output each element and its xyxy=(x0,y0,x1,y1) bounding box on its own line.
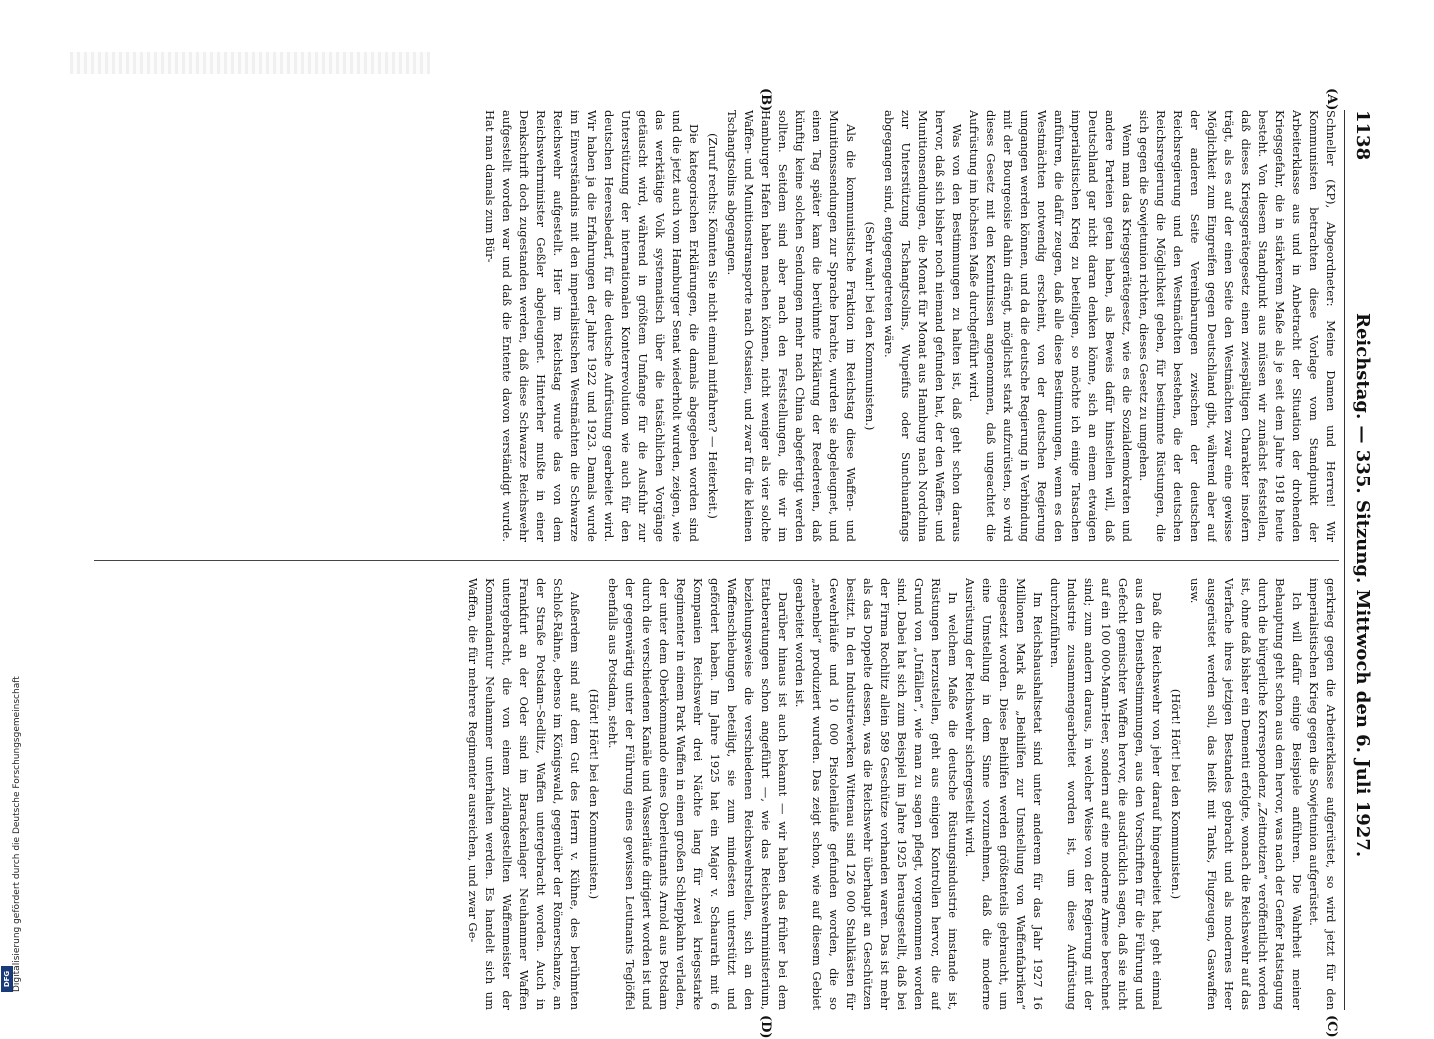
paragraph: gerkrieg gegen die Arbeiterklasse aufgerüstet, so wird jetzt für den imperialistischen Krieg gegen die Sowjetunion aufgerüstet. xyxy=(1307,578,1338,1010)
margin-marker-b: (B) xyxy=(758,88,773,112)
page-header xyxy=(1347,110,1373,1010)
interjection: (Hört! Hört! bei den Kommunisten.) xyxy=(1169,688,1183,900)
page-title: Reichstag. — 335. Sitzung. Mittwoch den 6. Juli 1927. xyxy=(1352,312,1373,858)
paragraph: Darüber hinaus ist auch bekannt — wir haben das früher bei dem Etatberatungen schon angeführt —, wie das Reichswehrministerium, beziehungsweise die verschiedenen Reichswehrstellen, sich an den Waffenschiebungen beteiligt, sie zum mindesten unterstützt und gefördert haben. Im Jahre 1925 hat ein Major v. Schaurath mit 6 Kompanien Reichswehr drei Nächte lang für zwei kriegsstarke Regimenter in einem Park Waffen in einen großen Schleppkahn verladen, der unter dem Oberkommando eines Oberleutnants Arnold aus Potsdam durch die verschiedenen Kanäle und Wasserläufe dirigiert worden ist und der gegenwärtig unter der Führung eines gewissen Leutnants Teglöffel ebenfalls aus Potsdam, steht. xyxy=(606,578,790,1010)
paragraph: Schneller (KP), Abgeordneter: Meine Damen und Herren! Wir Kommunisten betrachten diese Vorlage vom Standpunkt der Arbeiterklasse aus und in Anbetracht der Situation der drohenden Kriegsgefahr, die in stärkerem Maße als je seit dem Jahre 1918 heute besteht. Von diesem Standpunkt aus müssen wir zunächst feststellen, daß dieses Kriegsgerätegesetz einen zwiespältigen Charakter insofern trägt, als es auf der einen Seite den Westmächten zwar eine gewisse Möglichkeit zum Eingreifen gegen Deutschland gibt, während aber auf der anderen Seite Vereinbarungen zwischen der deutschen Reichsregierung und den Westmächten bestehen, die der deutschen Reichsregierung die Möglichkeit geben, für bestimmte Rüstungen, die sich gegen die Sowjetunion richten, dieses Gesetz zu umgehen. xyxy=(1137,110,1338,542)
margin-marker-a: (A) xyxy=(1324,88,1339,111)
paragraph: Im Reichshaushaltsetat sind unter anderem für das Jahr 1927 16 Millionen Mark als „Beihilfen zur Umstellung von Waffenfabriken“ eingesetzt worden. Diese Beihilfen werden größtenteils gebraucht, um eine Umstellung in dem Sinne vorzunehmen, daß die moderne Ausrüstung der Reichswehr sichergestellt wird. xyxy=(963,578,1045,1010)
digitization-credit: Digitalisierung gefördert durch die Deutsche Forschungsgemeinschaft xyxy=(12,676,22,992)
paragraph: Ich will dafür einige Beispiele anführen. Die Wahrheit meiner Behauptung geht schon aus dem hervor, was nach der Genfer Ratstagung durch die bürgerliche Korrespondenz „Zeitnotizen“ veröffentlicht worden ist, ohne daß bisher ein Dementi erfolgte, wonach die Reichswehr auf das Vierfache ihres jetzigen Bestandes gebracht und als modernes Heer ausgerüstet werden soll, das heißt mit Tanks, Flugzeugen, Gaswaffen usw. xyxy=(1188,578,1304,1010)
header-rule xyxy=(1344,110,1345,1010)
paragraph: Als die kommunistische Fraktion im Reichstag diese Waffen- und Munitionssendungen zur Sprache brachte, wurden sie abgeleugnet, und einen Tag später kam die berühmte Erklärung der Reedereien, daß künftig keine solchen Sendungen mehr nach China abgefertigt werden sollten. Seitdem sind aber nach den Feststellungen, die wir im Hamburger Hafen haben machen können, nicht weniger als vier solche Waffen- und Munitionstransporte nach Ostasien, und zwar für die kleinen Tschangtsolins abgegangen. xyxy=(725,110,858,542)
paragraph: Was von den Bestimmungen zu halten ist, daß geht schon daraus hervor, daß sich bisher noch niemand gefunden hat, der den Waffen- und Munitionsendungen, die Monat für Monat aus Hamburg nach Nordchina zur Unterstützung Tschangtsolins, Wupeifus oder Sunchuanfangs abgegangen sind, entgegengetreten wäre. xyxy=(882,110,964,542)
left-column xyxy=(89,110,1339,542)
interjection: (Sehr wahr! bei den Kommunisten.) xyxy=(863,221,877,431)
dfg-logo: DFG xyxy=(1,966,13,992)
paragraph: In welchem Maße die deutsche Rüstungsindustrie imstande ist, Rüstungen herzustellen, geht aus einigen Kontrollen hervor, die auf Grund von „Unfällen“, wie man zu sagen pflegt, vorgenommen worden sind. Dabei hat sich zum Beispiel im Jahre 1925 herausgestellt, daß bei der Firma Rochlitz allein 589 Geschütze vorhanden waren. Das ist mehr als das Doppelte dessen, was die Reichswehr überhaupt an Geschützen besitzt. In den Industriewerken Wittenau sind 126 000 Stahlkästen für Gewehrläufe und 10 000 Pistolenläufe gefunden worden, die so „nebenbei“ produziert wurden. Das zeigt schon, wie auf diesem Gebiet gearbeitet worden ist. xyxy=(793,578,960,1010)
interjection: (Hört! Hört! bei den Kommunisten.) xyxy=(587,688,601,900)
right-column xyxy=(89,578,1339,1010)
rotated-page-content xyxy=(88,88,1373,1039)
paragraph: Die kategorischen Erklärungen, die damals abgegeben worden sind und die jetzt auch vom Hamburger Senat wiederholt wurden, zeigen, wie das werktätige Volk systematisch über die tatsächlichen Vorgänge getäuscht wird, während in größtem Umfange für die Ausfuhr zur Unterstützung der internationalen Konterrevolution wie auch für den deutschen Heeresbedarf, für die deutsche Aufrüstung gearbeitet wird. Wir haben ja die Erfahrungen der Jahre 1922 und 1923. Damals wurde im Einverständnis mit den imperialistischen Westmächten die Schwarze Reichswehr aufgestellt. Hier im Reichstag wurde das von dem Reichswehrminister Geßler abgeleugnet. Hinterher mußte in einer Denkschrift doch zugestanden werden, daß diese Schwarze Reichswehr aufgestellt worden war und daß die Entente davon verständigt wurde. Hat man damals zum Bür- xyxy=(483,110,701,542)
paragraph: Wenn man das Kriegsgerätegesetz, wie es die Sozialdemokraten und andere Parteien getan haben, als Beweis dafür hinstellen will, daß Deutschland gar nicht daran denken könne, sich an einem etwaigen imperialistischen Krieg zu beteiligen, so möchte ich einige Tatsachen anführen, die dafür zeugen, daß alle diese Bestimmungen, wenn es den Westmächten notwendig erscheint, von der deutschen Regierung umgangen werden können, und da die deutsche Regierung in Verbindung mit der Bourgeoisie dahin drängt, möglichst stark aufzurüsten, so wird dieses Gesetz mit den Kenntnissen angenommen, daß ungeachtet die Aufrüstung im höchsten Maße durchgeführt wird. xyxy=(967,110,1134,542)
margin-marker-d: (D) xyxy=(758,1015,773,1039)
paragraph: Daß die Reichswehr von jeher darauf hingearbeitet hat, geht einmal aus den Dienstbestimmungen, aus den Vorschriften für die Führung und Gefecht gemischter Waffen hervor, die ausdrücklich sagen, daß sie nicht auf ein 100 000-Mann-Heer, sondern auf eine moderne Armee berechnet sind; zum andern daraus, in welcher Weise von der Regierung mit der Industrie zusammengearbeitet worden ist, um diese Aufrüstung durchzuführen. xyxy=(1048,578,1164,1010)
scan-artifact xyxy=(70,52,430,74)
column-divider xyxy=(94,560,1339,561)
paragraph: Außerdem sind auf dem Gut des Herrn v. Kühne, des berühmten Schloß-Rähne, ebenso im Königswald, gegenüber der Römerschanze, an der Straße Potsdam–Sedlitz, Waffen untergebracht worden. Auch in Frankfurt an der Oder sind im Barackenlager Neuhammer Waffen untergebracht, die von einem zivilangestellten Waffenmeister der Kommandantur Neuhammer unterhalten werden. Es handelt sich um Waffen, die für mehrere Regimenter ausreichen, und zwar Ge- xyxy=(466,578,582,1010)
margin-marker-c: (C) xyxy=(1324,1015,1339,1038)
interjection: (Zuruf rechts: Könnten Sie nicht einmal mitfahren? — Heiterkeit.) xyxy=(706,133,720,519)
page-number: 1138 xyxy=(1352,110,1373,161)
